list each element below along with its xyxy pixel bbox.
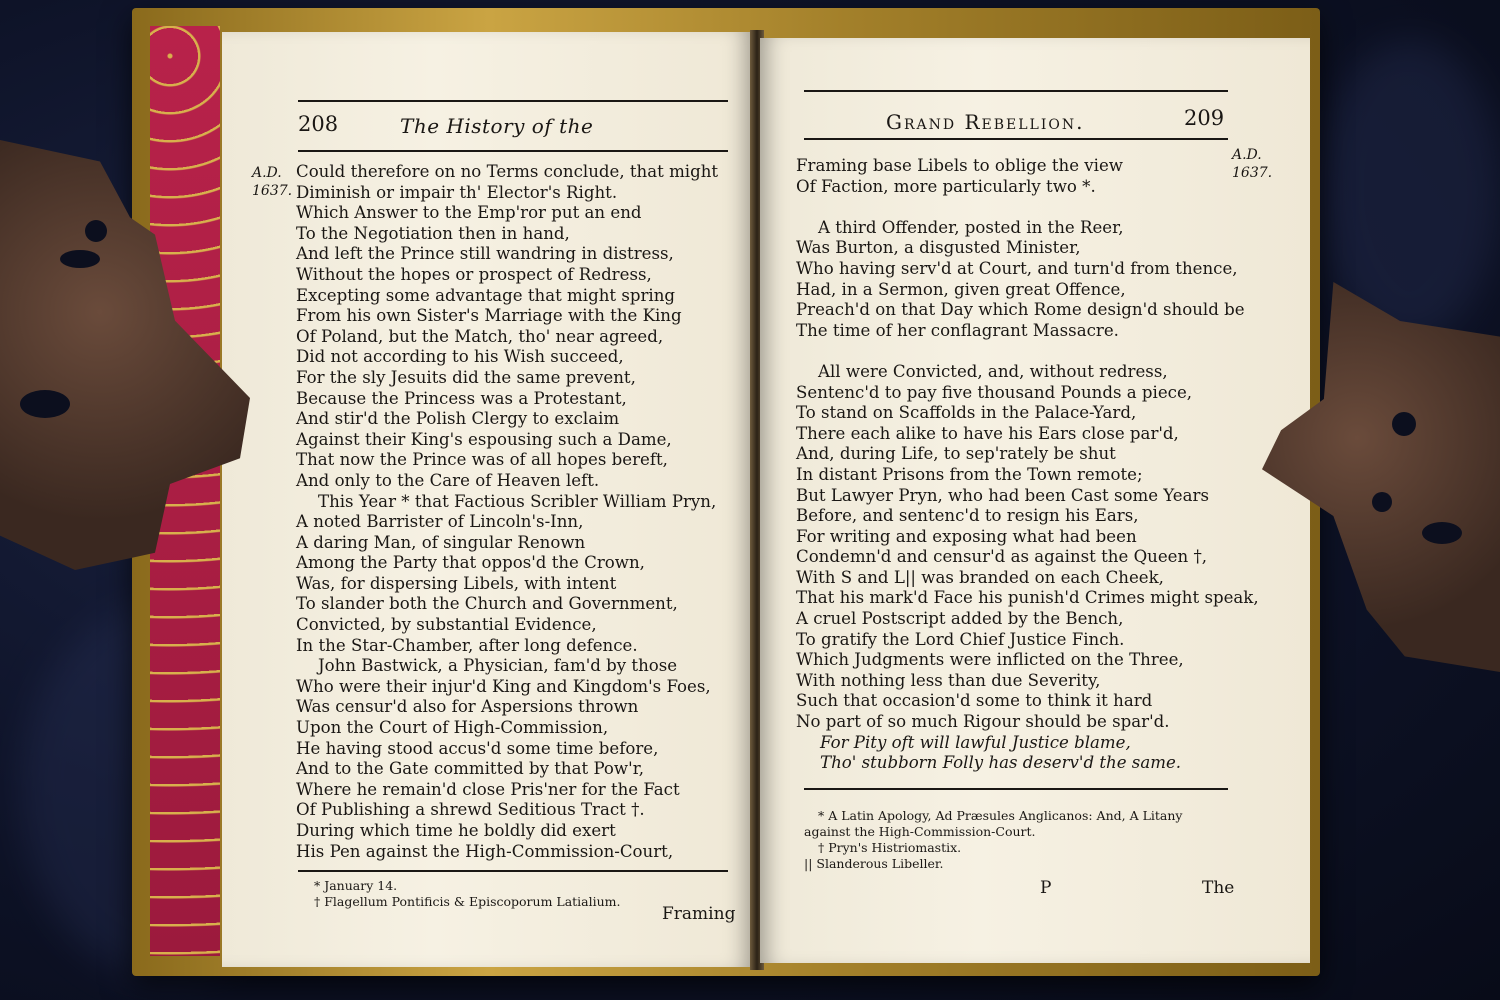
text-line: And left the Prince still wandring in distress, xyxy=(296,244,674,264)
footnote: * January 14. xyxy=(314,878,398,893)
footnote: * A Latin Apology, Ad Præsules Anglicanos: And, A Litany xyxy=(818,808,1183,823)
couplet-line: Tho' stubborn Folly has deserv'd the same. xyxy=(820,753,1182,773)
text-line: Sentenc'd to pay five thousand Pounds a piece, xyxy=(796,382,1193,402)
text-line: A daring Man, of singular Renown xyxy=(296,532,586,552)
left-page-number: 208 xyxy=(298,112,339,136)
text-line: With S and L|| was branded on each Cheek, xyxy=(796,567,1164,587)
text-line: But Lawyer Pryn, who had been Cast some Years xyxy=(796,485,1209,505)
text-line: All were Convicted, and, without redress, xyxy=(818,361,1168,381)
text-line: There each alike to have his Ears close par'd, xyxy=(796,423,1179,443)
margin-note-year: A.D. 1637. xyxy=(252,165,293,199)
text-line: His Pen against the High-Commission-Court, xyxy=(296,841,674,861)
text-line: Against their King's espousing such a Dame, xyxy=(296,429,672,449)
stanza-break xyxy=(796,341,1259,362)
text-line: To gratify the Lord Chief Justice Finch. xyxy=(796,629,1125,649)
text-line: In the Star-Chamber, after long defence. xyxy=(296,635,638,655)
text-line: Upon the Court of High-Commission, xyxy=(296,718,609,738)
text-line: Excepting some advantage that might spring xyxy=(296,285,676,305)
right-page-number: 209 xyxy=(1184,106,1225,130)
text-line: Who were their injur'd King and Kingdom's Foes, xyxy=(296,676,711,696)
head-rule xyxy=(804,90,1228,92)
right-catchword: The xyxy=(1202,878,1235,898)
text-line: Which Answer to the Emp'ror put an end xyxy=(296,203,642,223)
text-line: Before, and sentenc'd to resign his Ears, xyxy=(796,506,1139,526)
text-line: Of Publishing a shrewd Seditious Tract †. xyxy=(296,800,645,820)
text-line: This Year * that Factious Scribler William Pryn, xyxy=(318,491,717,511)
text-line: In distant Prisons from the Town remote; xyxy=(796,464,1143,484)
clasp-hole xyxy=(85,220,107,242)
text-line: For writing and exposing what had been xyxy=(796,526,1137,546)
text-line: Convicted, by substantial Evidence, xyxy=(296,615,597,635)
footnote-rule xyxy=(298,870,728,872)
text-line: He having stood accus'd some time before, xyxy=(296,738,659,758)
clasp-hole xyxy=(20,390,70,418)
text-line: The time of her conflagrant Massacre. xyxy=(796,320,1119,340)
clasp-hole xyxy=(1372,492,1392,512)
left-page-text xyxy=(296,162,718,862)
head-rule xyxy=(298,150,728,152)
right-footnotes xyxy=(804,808,1182,872)
text-line: That now the Prince was of all hopes bereft, xyxy=(296,450,668,470)
text-line: And to the Gate committed by that Pow'r, xyxy=(296,759,645,779)
text-line: Which Judgments were inflicted on the Three, xyxy=(796,650,1184,670)
signature-mark: P xyxy=(1040,878,1052,898)
text-line: A noted Barrister of Lincoln's-Inn, xyxy=(296,512,584,532)
text-line: And stir'd the Polish Clergy to exclaim xyxy=(296,409,620,429)
couplet-line: For Pity oft will lawful Justice blame, xyxy=(820,732,1131,752)
footnote: || Slanderous Libeller. xyxy=(804,856,944,871)
text-line: From his own Sister's Marriage with the King xyxy=(296,306,682,326)
left-page xyxy=(222,32,752,967)
footnote: † Pryn's Histriomastix. xyxy=(818,840,962,855)
text-line: That his mark'd Face his punish'd Crimes might speak, xyxy=(796,588,1259,608)
text-line: Because the Princess was a Protestant, xyxy=(296,388,627,408)
text-line: And only to the Care of Heaven left. xyxy=(296,470,600,490)
text-line: Such that occasion'd some to think it hard xyxy=(796,691,1153,711)
text-line: No part of so much Rigour should be spar'd. xyxy=(796,712,1170,732)
text-line: To stand on Scaffolds in the Palace-Yard, xyxy=(796,403,1137,423)
text-line: Framing base Libels to oblige the view xyxy=(796,156,1123,175)
text-line: John Bastwick, a Physician, fam'd by those xyxy=(318,656,678,676)
text-line: To slander both the Church and Government, xyxy=(296,594,678,614)
text-line: With nothing less than due Severity, xyxy=(796,670,1101,690)
text-line: Without the hopes or prospect of Redress, xyxy=(296,264,652,284)
right-page-text xyxy=(796,156,1259,774)
text-line: Was Burton, a disgusted Minister, xyxy=(796,238,1081,258)
head-rule xyxy=(298,100,728,102)
text-line: Did not according to his Wish succeed, xyxy=(296,347,624,367)
text-line: Of Faction, more particularly two *. xyxy=(796,176,1096,196)
left-footnotes xyxy=(314,878,621,910)
text-line: Among the Party that oppos'd the Crown, xyxy=(296,553,645,573)
text-line: Where he remain'd close Pris'ner for the Fact xyxy=(296,779,680,799)
head-rule xyxy=(804,138,1228,140)
text-line: Diminish or impair th' Elector's Right. xyxy=(296,182,618,202)
left-catchword: Framing xyxy=(662,904,736,924)
clasp-hole xyxy=(60,250,100,268)
text-line: Of Poland, but the Match, tho' near agreed, xyxy=(296,326,664,346)
text-line: A cruel Postscript added by the Bench, xyxy=(796,609,1124,629)
stanza-break xyxy=(796,197,1259,218)
text-line: For the sly Jesuits did the same prevent, xyxy=(296,367,636,387)
right-running-head: Grand Rebellion. xyxy=(886,110,1085,134)
text-line: Who having serv'd at Court, and turn'd from thence, xyxy=(796,258,1238,278)
margin-note-year: A.D. 1637. xyxy=(1232,147,1273,181)
footnote: against the High-Commission-Court. xyxy=(804,824,1036,839)
text-line: Preach'd on that Day which Rome design'd should be xyxy=(796,300,1245,320)
clasp-hole xyxy=(1422,522,1462,544)
text-line: Was, for dispersing Libels, with intent xyxy=(296,573,617,593)
text-line: Had, in a Sermon, given great Offence, xyxy=(796,279,1126,299)
text-line: Was censur'd also for Aspersions thrown xyxy=(296,697,639,717)
left-running-head: The History of the xyxy=(400,114,594,138)
text-line: During which time he boldly did exert xyxy=(296,821,616,840)
clasp-hole xyxy=(1392,412,1416,436)
text-line: Condemn'd and censur'd as against the Queen †, xyxy=(796,547,1208,567)
footnote-rule xyxy=(804,788,1228,790)
footnote: † Flagellum Pontificis & Episcoporum Latialium. xyxy=(314,894,621,909)
text-line: To the Negotiation then in hand, xyxy=(296,223,570,243)
text-line: Could therefore on no Terms conclude, that might xyxy=(296,162,719,181)
text-line: And, during Life, to sep'rately be shut xyxy=(796,444,1116,464)
right-page xyxy=(760,38,1310,963)
text-line: A third Offender, posted in the Reer, xyxy=(818,217,1124,237)
